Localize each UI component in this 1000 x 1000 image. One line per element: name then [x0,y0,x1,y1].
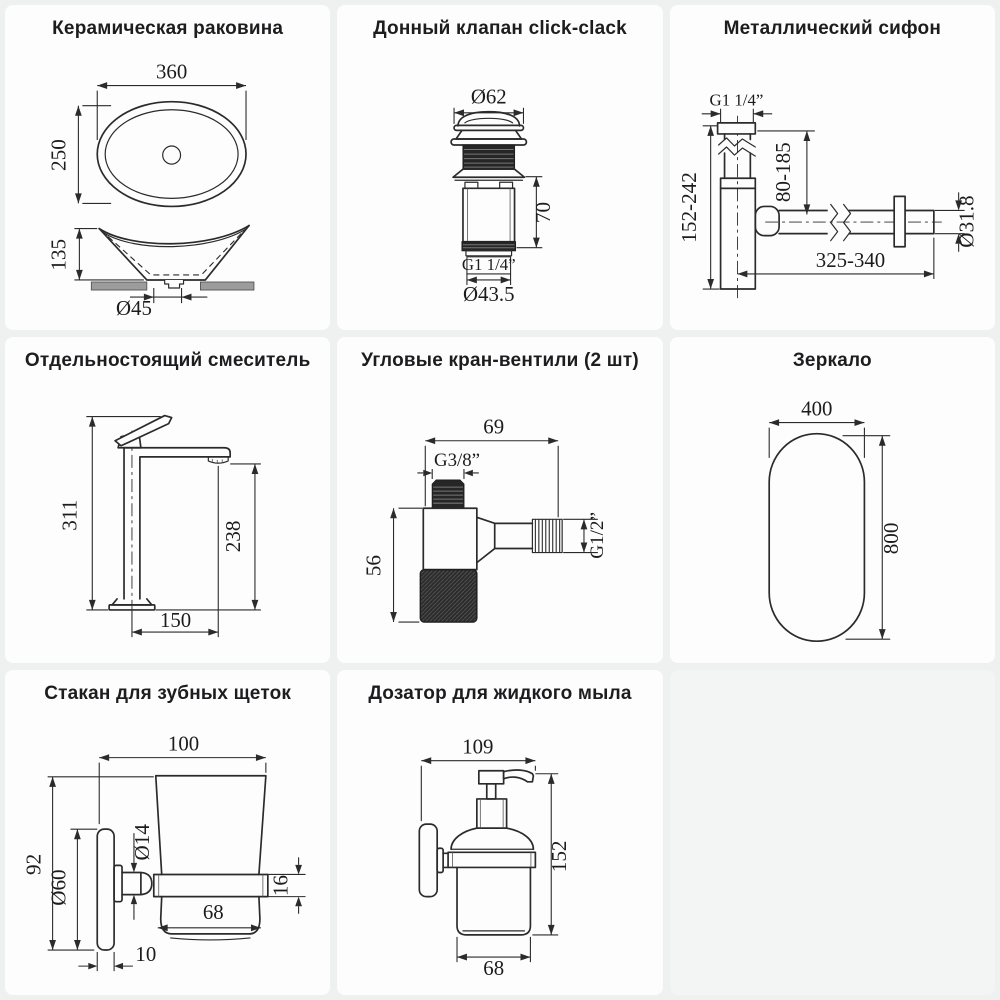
svg-text:400: 400 [800,396,833,421]
svg-text:109: 109 [462,734,494,759]
panel-mixer [5,337,330,662]
sink-dim-height [47,229,144,280]
siphon-body [717,116,941,300]
sink-dim-drain [116,288,207,320]
sink-drawing [5,5,330,330]
panel-title: Керамическая раковина [52,18,284,39]
mirror-drawing [670,337,995,662]
siphon-drawing [670,5,995,330]
panel-title: Угловые кран-вентили (2 шт) [361,350,639,372]
panel-angle-valves [337,337,662,662]
mixer-dim-spout-height [156,464,261,610]
svg-text:311: 311 [57,500,82,532]
panel-ceramic-sink [5,5,330,330]
svg-text:70: 70 [531,201,556,224]
angle-valve-drawing [337,337,662,662]
panel-title: Стакан для зубных щеток [44,682,292,704]
svg-text:152-242: 152-242 [676,172,701,243]
tumbler-dim-inner [158,899,261,931]
svg-text:Ø60: Ø60 [46,869,71,906]
svg-text:100: 100 [167,731,200,756]
panel-empty [670,670,995,995]
mixer-body [109,416,230,615]
svg-text:68: 68 [202,899,224,924]
mirror-dim-height [842,436,903,639]
panel-title: Зеркало [792,350,872,372]
svg-text:G1 1/4”: G1 1/4” [709,90,764,110]
mirror-shape [769,434,864,641]
svg-text:Ø43.5: Ø43.5 [463,281,515,307]
panel-title: Отдельностоящий смеситель [24,350,311,372]
svg-text:325-340: 325-340 [815,247,885,272]
svg-text:Ø31.8: Ø31.8 [954,195,979,248]
mixer-dim-total-height [58,417,161,610]
svg-text:238: 238 [221,520,246,553]
svg-text:Ø45: Ø45 [116,296,152,321]
svg-text:150: 150 [159,608,192,633]
svg-text:135: 135 [46,238,71,271]
tumbler-dim-holder [268,857,306,913]
svg-text:800: 800 [878,522,903,555]
valve-body [451,112,526,256]
tumbler-dim-width [99,731,266,824]
angle-valve-body [421,480,563,622]
mixer-drawing [5,337,330,662]
valve-dim-thread [462,255,516,306]
svg-text:10: 10 [135,941,157,966]
svg-text:69: 69 [483,414,505,440]
tumbler-body [97,775,268,949]
dispenser-body [420,770,536,935]
svg-text:152: 152 [547,840,572,872]
angle-valve-dim-height [362,509,423,623]
mixer-dim-reach [132,466,218,637]
panel-title: Дозатор для жидкого мыла [368,682,632,704]
svg-text:56: 56 [362,555,386,577]
angle-valve-dim-outlet [563,512,608,559]
panel-drain-valve [337,5,662,330]
svg-text:Ø62: Ø62 [471,84,508,109]
sink-dim-depth [47,106,111,204]
sink-top-view [97,102,246,207]
angle-valve-dim-inlet [418,450,481,479]
sink-dim-width [97,59,246,140]
svg-text:16: 16 [268,874,293,896]
panel-soap-dispenser [337,670,662,995]
dispenser-dim-height [533,773,572,934]
tumbler-drawing [5,670,330,995]
tumbler-dim-plate-thickness [78,942,156,971]
svg-text:68: 68 [483,955,505,980]
siphon-dim-inlet-height [677,126,720,289]
tumbler-dim-plate [47,829,98,950]
siphon-dim-thread [701,91,771,123]
svg-text:G3/8”: G3/8” [434,450,481,472]
valve-dim-height [517,177,556,248]
panel-title: Металлический сифон [723,18,942,39]
soap-dispenser-drawing [337,670,662,995]
svg-text:250: 250 [46,139,71,171]
svg-text:G1/2”: G1/2” [587,512,609,560]
svg-text:G1 1/4”: G1 1/4” [462,254,516,274]
panel-mirror [670,337,995,662]
panel-tumbler [5,670,330,995]
dispenser-dim-bottom [457,937,530,980]
svg-text:Ø14: Ø14 [129,823,154,861]
panel-siphon [670,5,995,330]
panel-title: Донный клапан click-clack [373,18,627,39]
siphon-dim-outlet-drop [757,131,815,215]
svg-text:360: 360 [156,59,188,84]
svg-text:80-185: 80-185 [770,142,795,203]
drain-valve-drawing [337,5,662,330]
svg-text:92: 92 [21,853,46,875]
